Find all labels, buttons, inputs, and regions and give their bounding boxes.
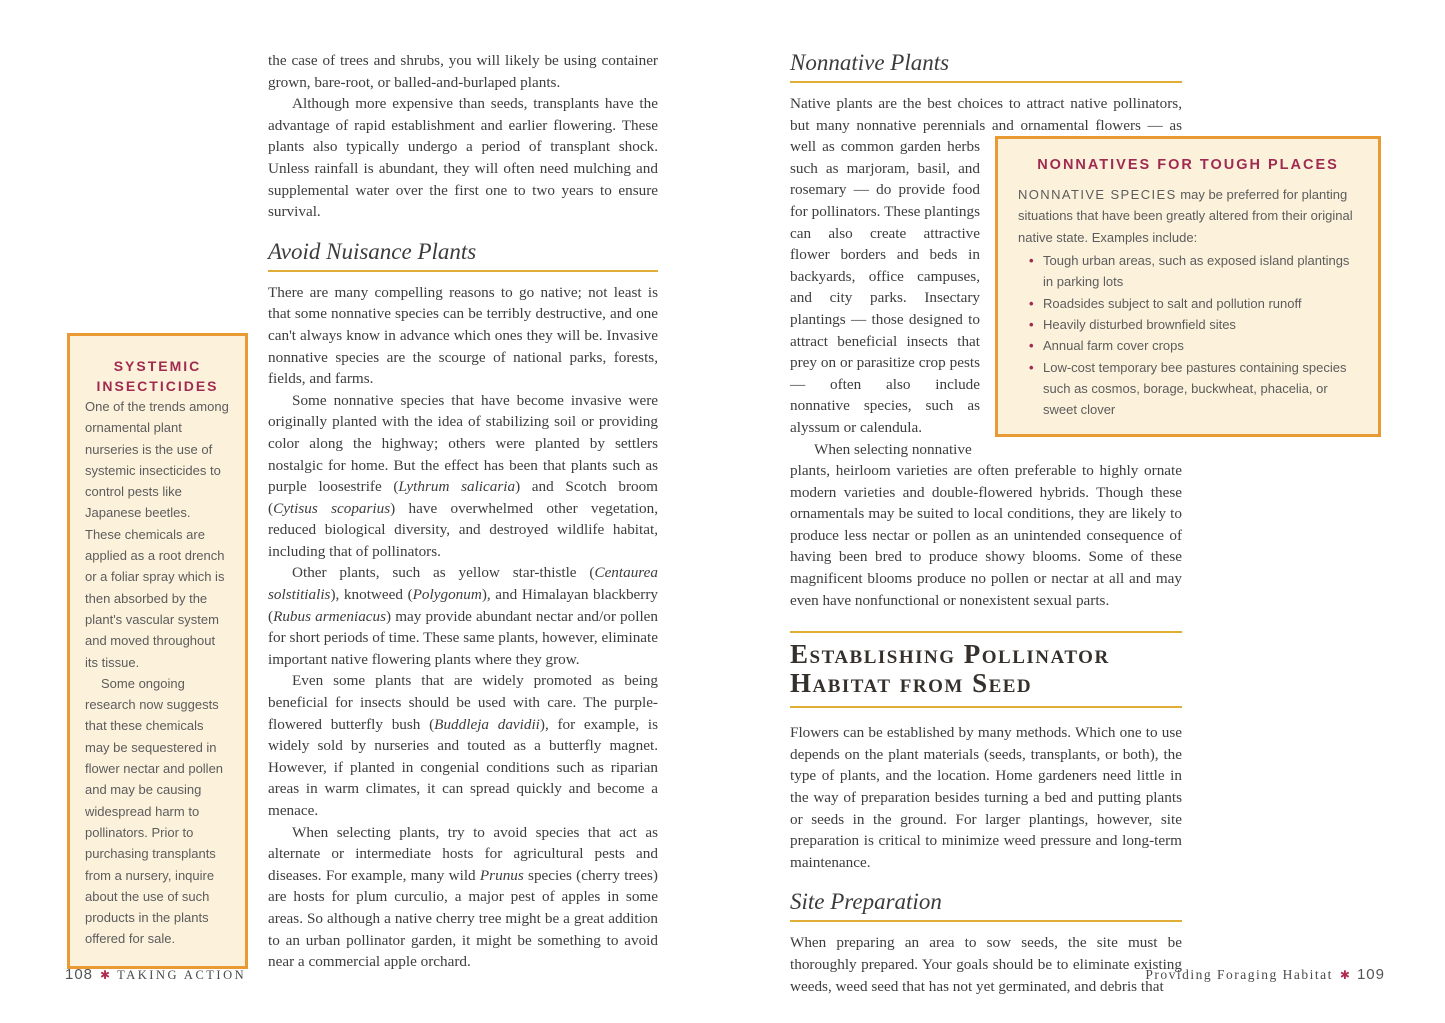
- left-page-main-column: [268, 50, 658, 973]
- star-icon: ✱: [100, 968, 111, 982]
- tough-box-intro: NONNATIVE SPECIES may be preferred for planting situations that have been greatly altered from their original native state. Examples include:: [1018, 187, 1353, 245]
- paragraph-transplants: Although more expensive than seeds, transplants have the advantage of rapid establishment and earlier flowering. These plants also typically undergo a period of transplant shock. Unless rainfall is abundant, they will often need mulching and supplemental water over the first one to two years to ensure survival.: [268, 95, 658, 221]
- heading-avoid-nuisance-plants: Avoid Nuisance Plants: [268, 239, 658, 272]
- heading-establishing-pollinator-line1: Establishing Pollinator: [790, 639, 1110, 670]
- tough-box-bullet-3: • Heavily disturbed brownfield sites: [1028, 314, 1358, 335]
- major-heading-block: [790, 631, 1182, 708]
- systemic-box-title: SYSTEMIC INSECTICIDES: [96, 358, 219, 394]
- right-footer-label: Providing Foraging Habitat: [1145, 967, 1333, 982]
- paragraph-go-native: There are many compelling reasons to go native; not least is that some nonnative species can be terribly destructive, and one can't always know in advance which ones they will be. Invasive nonnative species are the scourge of national parks, forests, fields, and farms.: [268, 283, 658, 388]
- paragraph-other-plants: Other plants, such as yellow star-thistle (Centaurea solstitialis), knotweed (Polygonum), and Himalayan blackberry (Rubus armeniacus) may provide abundant nectar and/or pollen for short periods of time. These same plants, however, eliminate important native flowering plants where they grow.: [268, 564, 659, 668]
- tough-box-title: NONNATIVES FOR TOUGH PLACES: [1037, 157, 1339, 174]
- paragraph-site-preparation: When preparing an area to sow seeds, the site must be thoroughly prepared. Your goals should be to eliminate existing weeds, weed seed that has not yet germinated, and debris that: [790, 934, 1182, 995]
- paragraph-invasive-origins: Some nonnative species that have become invasive were originally planted with the idea of stabilizing soil or providing color along the highway; others were planted by settlers nostalgic for home. But the effect has been that plants such as purple loosestrife (Lythrum salicaria) and Scotch broom (Cytisus scoparius) have overwhelmed other vegetation, reduced biological diversity, and destroyed wildlife habitat, including that of pollinators.: [268, 391, 658, 560]
- paragraph-nonnative-narrow: well as common garden herbs such as marjoram, basil, and rosemary — do provide food for pollinators. These plantings can also create attractive flower borders and beds in backyards, office campuses, and city parks. Insectary plantings — those designed to attract beneficial insects that prey on or parasitize crop pests — often also include nonnative species, such as alyssum or calendula.: [790, 138, 980, 436]
- tough-box-bullet-list: [1028, 250, 1358, 420]
- right-page-footer: [1145, 966, 1385, 984]
- paragraph-heirloom-varieties: plants, heirloom varieties are often preferable to highly ornate modern varieties and double-flowered hybrids. Though these ornamentals may be suited to local conditions, they are likely to produce less nectar or pollen as an unintended consequence of having been bred to produce showy blooms. Some of these magnificent blooms produce no pollen or nectar at all and may even have nonfunctional or nonexistent sexual parts.: [790, 462, 1182, 609]
- paragraph-alternate-hosts: When selecting plants, try to avoid species that act as alternate or intermediate hosts for agricultural pests and diseases. For example, many wild Prunus species (cherry trees) are hosts for plum curculio, a major pest of apples in some areas. So although a native cherry tree might be a great addition to an urban pollinator garden, it might be something to avoid near a commercial apple orchard.: [268, 823, 658, 971]
- systemic-insecticides-box: [67, 333, 248, 969]
- paragraph-when-selecting-start: When selecting nonnative: [814, 440, 972, 458]
- heading-establishing-pollinator-line2: Habitat from Seed: [790, 668, 1033, 699]
- paragraph-flowers-methods: Flowers can be established by many methods. Which one to use depends on the plant materials (seeds, transplants, or both), the type of plants, and the location. Home gardeners need little in the way of preparation besides turning a bed and putting plants or seeds in the ground. For larger plantings, however, site preparation is critical to minimize weed pressure and long-term maintenance.: [790, 724, 1182, 871]
- paragraph-nonnative-lead: Native plants are the best choices to attract native pollinators, but many nonnative perennials and ornamental flowers — as: [790, 95, 1182, 134]
- paragraph-butterfly-bush: Even some plants that are widely promoted as being beneficial for insects should be used with care. The purple-flowered butterfly bush (Buddleja davidii), for example, is widely sold by nurseries and touted as a butterfly magnet. However, if planted in congenial conditions such as riparian areas in warm climates, it can spread quickly and become a menace.: [268, 672, 658, 819]
- left-footer-label: TAKING ACTION: [117, 968, 247, 982]
- systemic-box-paragraph-1: One of the trends among ornamental plant nurseries is the use of systemic insecticides to control pests like Japanese beetles. These chemicals are applied as a root drench or a foliar spray which is then absorbed by the plant's vascular system and moved throughout its tissue.: [85, 399, 229, 670]
- tough-box-bullet-5: • Low-cost temporary bee pastures containing species such as cosmos, borage, buckwheat, phacelia, or sweet clover: [1028, 357, 1358, 421]
- systemic-box-paragraph-2: Some ongoing research now suggests that these chemicals may be sequestered in flower nectar and pollen and may be causing widespread harm to pollinators. Prior to purchasing transplants from a nursery, inquire about the use of such products in the plants offered for sale.: [85, 675, 224, 947]
- star-icon: ✱: [1339, 968, 1350, 982]
- nonnatives-tough-places-box: [995, 136, 1381, 437]
- tough-box-bullet-1: • Tough urban areas, such as exposed island plantings in parking lots: [1028, 250, 1358, 293]
- right-page-number: 109: [1356, 966, 1385, 983]
- heading-site-preparation: Site Preparation: [790, 889, 1182, 922]
- narrow-text-column: [790, 136, 980, 460]
- paragraph-trees-shrubs: the case of trees and shrubs, you will likely be using container grown, bare-root, or balled-and-burlaped plants.: [268, 52, 658, 91]
- heading-nonnative-plants: Nonnative Plants: [790, 50, 1182, 83]
- tough-box-bullet-2: • Roadsides subject to salt and pollution runoff: [1028, 293, 1358, 314]
- text-and-box-row: [790, 136, 1353, 460]
- left-page-number: 108: [65, 966, 94, 983]
- left-page-footer: [65, 966, 246, 984]
- tough-box-bullet-4: • Annual farm cover crops: [1028, 335, 1358, 356]
